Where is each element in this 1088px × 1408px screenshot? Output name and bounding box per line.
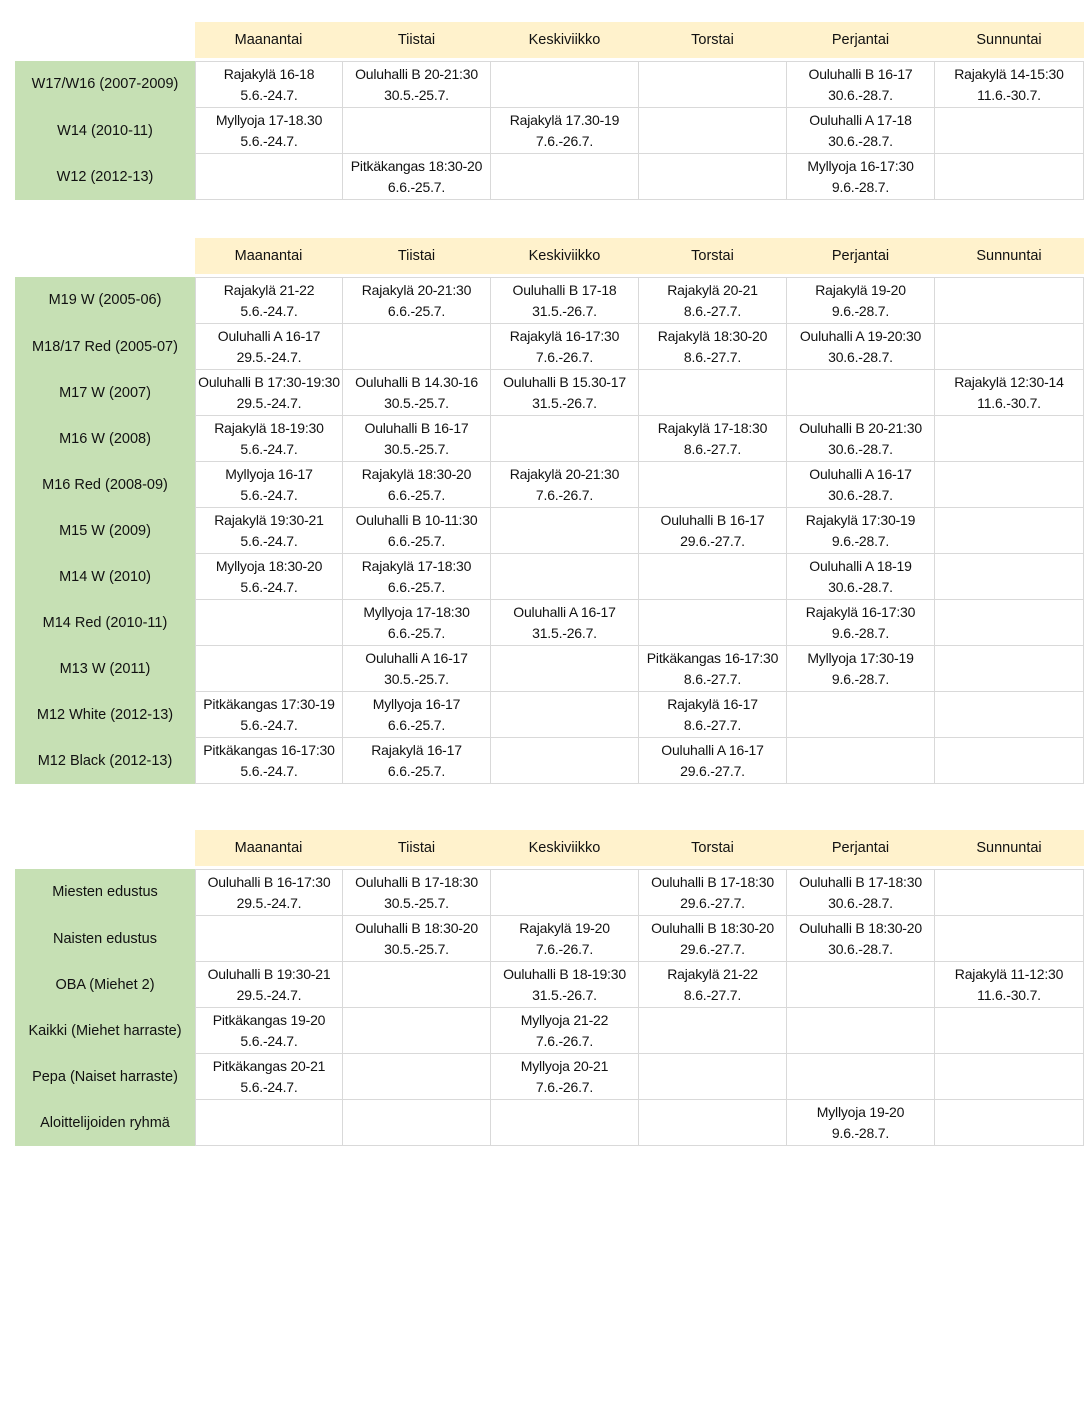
- session-cell-torstai: Rajakylä 16-17 8.6.-27.7.: [639, 692, 787, 738]
- session-cell-sunnuntai: [935, 1054, 1084, 1100]
- session-cell-sunnuntai: [935, 154, 1084, 200]
- schedule-row: [15, 108, 1084, 154]
- session-cell-keskiviikko: [491, 738, 639, 784]
- session-cell-sunnuntai: [935, 554, 1084, 600]
- session-cell-sunnuntai: Rajakylä 12:30-14 11.6.-30.7.: [935, 370, 1084, 416]
- session-cell-sunnuntai: [935, 869, 1084, 916]
- session-cell-tiistai: Ouluhalli A 16-17 30.5.-25.7.: [343, 646, 491, 692]
- session-cell-tiistai: Ouluhalli B 10-11:30 6.6.-25.7.: [343, 508, 491, 554]
- session-cell-maanantai: Pitkäkangas 20-21 5.6.-24.7.: [195, 1054, 343, 1100]
- session-cell-keskiviikko: [491, 508, 639, 554]
- day-header-torstai: Torstai: [639, 238, 787, 274]
- schedule-row: [15, 600, 1084, 646]
- session-cell-sunnuntai: [935, 108, 1084, 154]
- day-header-perjantai: Perjantai: [787, 238, 935, 274]
- session-cell-sunnuntai: [935, 416, 1084, 462]
- session-cell-torstai: [639, 462, 787, 508]
- session-cell-sunnuntai: [935, 600, 1084, 646]
- schedule-row: [15, 1008, 1084, 1054]
- session-cell-perjantai: Rajakylä 16-17:30 9.6.-28.7.: [787, 600, 935, 646]
- team-name: M12 Black (2012-13): [15, 738, 195, 784]
- session-cell-keskiviikko: [491, 416, 639, 462]
- session-cell-sunnuntai: [935, 916, 1084, 962]
- session-cell-maanantai: Rajakylä 18-19:30 5.6.-24.7.: [195, 416, 343, 462]
- team-name: M15 W (2009): [15, 508, 195, 554]
- session-cell-perjantai: [787, 692, 935, 738]
- team-name: M14 W (2010): [15, 554, 195, 600]
- session-cell-perjantai: [787, 1054, 935, 1100]
- session-cell-maanantai: Ouluhalli B 16-17:30 29.5.-24.7.: [195, 869, 343, 916]
- day-header-sunnuntai: Sunnuntai: [935, 22, 1084, 58]
- session-cell-keskiviikko: [491, 154, 639, 200]
- session-cell-sunnuntai: [935, 692, 1084, 738]
- session-cell-torstai: Ouluhalli B 16-17 29.6.-27.7.: [639, 508, 787, 554]
- schedule-row: [15, 462, 1084, 508]
- session-cell-perjantai: Myllyoja 17:30-19 9.6.-28.7.: [787, 646, 935, 692]
- session-cell-torstai: [639, 600, 787, 646]
- session-cell-perjantai: Ouluhalli A 16-17 30.6.-28.7.: [787, 462, 935, 508]
- header-corner: [15, 238, 195, 274]
- schedule-table-adults: [15, 830, 1084, 1146]
- session-cell-perjantai: [787, 962, 935, 1008]
- session-cell-sunnuntai: [935, 738, 1084, 784]
- day-header-maanantai: Maanantai: [195, 830, 343, 866]
- session-cell-torstai: Rajakylä 21-22 8.6.-27.7.: [639, 962, 787, 1008]
- session-cell-tiistai: [343, 1054, 491, 1100]
- session-cell-sunnuntai: [935, 508, 1084, 554]
- day-header-perjantai: Perjantai: [787, 830, 935, 866]
- session-cell-sunnuntai: Rajakylä 11-12:30 11.6.-30.7.: [935, 962, 1084, 1008]
- session-cell-perjantai: Ouluhalli B 20-21:30 30.6.-28.7.: [787, 416, 935, 462]
- session-cell-keskiviikko: Ouluhalli B 18-19:30 31.5.-26.7.: [491, 962, 639, 1008]
- session-cell-maanantai: [195, 1100, 343, 1146]
- schedule-row: [15, 508, 1084, 554]
- session-cell-tiistai: Myllyoja 17-18:30 6.6.-25.7.: [343, 600, 491, 646]
- day-header-sunnuntai: Sunnuntai: [935, 238, 1084, 274]
- session-cell-sunnuntai: [935, 462, 1084, 508]
- session-cell-torstai: [639, 370, 787, 416]
- schedule-row: [15, 1054, 1084, 1100]
- schedule-table-girls: [15, 22, 1084, 200]
- session-cell-tiistai: [343, 1100, 491, 1146]
- session-cell-torstai: Ouluhalli A 16-17 29.6.-27.7.: [639, 738, 787, 784]
- session-cell-keskiviikko: [491, 646, 639, 692]
- session-cell-keskiviikko: Ouluhalli B 15.30-17 31.5.-26.7.: [491, 370, 639, 416]
- session-cell-tiistai: Ouluhalli B 16-17 30.5.-25.7.: [343, 416, 491, 462]
- session-cell-perjantai: [787, 1008, 935, 1054]
- session-cell-maanantai: [195, 916, 343, 962]
- team-name: Naisten edustus: [15, 916, 195, 962]
- schedule-row: [15, 277, 1084, 324]
- session-cell-tiistai: Myllyoja 16-17 6.6.-25.7.: [343, 692, 491, 738]
- session-cell-maanantai: Rajakylä 16-18 5.6.-24.7.: [195, 61, 343, 108]
- session-cell-perjantai: Ouluhalli B 16-17 30.6.-28.7.: [787, 61, 935, 108]
- session-cell-torstai: Pitkäkangas 16-17:30 8.6.-27.7.: [639, 646, 787, 692]
- session-cell-perjantai: Ouluhalli A 18-19 30.6.-28.7.: [787, 554, 935, 600]
- session-cell-tiistai: Ouluhalli B 20-21:30 30.5.-25.7.: [343, 61, 491, 108]
- team-name: M17 W (2007): [15, 370, 195, 416]
- day-header-maanantai: Maanantai: [195, 238, 343, 274]
- day-header-tiistai: Tiistai: [343, 22, 491, 58]
- session-cell-tiistai: Rajakylä 16-17 6.6.-25.7.: [343, 738, 491, 784]
- session-cell-keskiviikko: Rajakylä 16-17:30 7.6.-26.7.: [491, 324, 639, 370]
- session-cell-torstai: Ouluhalli B 18:30-20 29.6.-27.7.: [639, 916, 787, 962]
- header-corner: [15, 22, 195, 58]
- session-cell-tiistai: Rajakylä 20-21:30 6.6.-25.7.: [343, 277, 491, 324]
- session-cell-torstai: Ouluhalli B 17-18:30 29.6.-27.7.: [639, 869, 787, 916]
- session-cell-perjantai: Rajakylä 19-20 9.6.-28.7.: [787, 277, 935, 324]
- session-cell-tiistai: [343, 324, 491, 370]
- schedule-row: [15, 61, 1084, 108]
- session-cell-maanantai: Ouluhalli B 19:30-21 29.5.-24.7.: [195, 962, 343, 1008]
- team-name: Aloittelijoiden ryhmä: [15, 1100, 195, 1146]
- schedule-row: [15, 154, 1084, 200]
- team-name: OBA (Miehet 2): [15, 962, 195, 1008]
- session-cell-perjantai: Myllyoja 16-17:30 9.6.-28.7.: [787, 154, 935, 200]
- session-cell-tiistai: Ouluhalli B 18:30-20 30.5.-25.7.: [343, 916, 491, 962]
- session-cell-maanantai: Rajakylä 21-22 5.6.-24.7.: [195, 277, 343, 324]
- session-cell-maanantai: Ouluhalli A 16-17 29.5.-24.7.: [195, 324, 343, 370]
- team-name: W17/W16 (2007-2009): [15, 61, 195, 108]
- session-cell-tiistai: [343, 1008, 491, 1054]
- session-cell-maanantai: [195, 600, 343, 646]
- session-cell-keskiviikko: Ouluhalli A 16-17 31.5.-26.7.: [491, 600, 639, 646]
- day-header-keskiviikko: Keskiviikko: [491, 830, 639, 866]
- session-cell-tiistai: Pitkäkangas 18:30-20 6.6.-25.7.: [343, 154, 491, 200]
- session-cell-perjantai: Ouluhalli B 17-18:30 30.6.-28.7.: [787, 869, 935, 916]
- day-header-perjantai: Perjantai: [787, 22, 935, 58]
- schedule-row: [15, 416, 1084, 462]
- schedule-row: [15, 324, 1084, 370]
- session-cell-maanantai: Pitkäkangas 19-20 5.6.-24.7.: [195, 1008, 343, 1054]
- session-cell-keskiviikko: [491, 692, 639, 738]
- team-name: W12 (2012-13): [15, 154, 195, 200]
- day-header-maanantai: Maanantai: [195, 22, 343, 58]
- schedule-row: [15, 554, 1084, 600]
- team-name: M12 White (2012-13): [15, 692, 195, 738]
- session-cell-keskiviikko: Ouluhalli B 17-18 31.5.-26.7.: [491, 277, 639, 324]
- session-cell-tiistai: Rajakylä 17-18:30 6.6.-25.7.: [343, 554, 491, 600]
- day-header-torstai: Torstai: [639, 22, 787, 58]
- team-name: M14 Red (2010-11): [15, 600, 195, 646]
- schedule-row: [15, 916, 1084, 962]
- schedule-table-boys: [15, 238, 1084, 784]
- schedule-row: [15, 738, 1084, 784]
- session-cell-maanantai: [195, 646, 343, 692]
- session-cell-maanantai: Pitkäkangas 16-17:30 5.6.-24.7.: [195, 738, 343, 784]
- day-header-sunnuntai: Sunnuntai: [935, 830, 1084, 866]
- session-cell-keskiviikko: [491, 1100, 639, 1146]
- session-cell-perjantai: Ouluhalli B 18:30-20 30.6.-28.7.: [787, 916, 935, 962]
- session-cell-torstai: [639, 554, 787, 600]
- session-cell-torstai: Rajakylä 18:30-20 8.6.-27.7.: [639, 324, 787, 370]
- team-name: M19 W (2005-06): [15, 277, 195, 324]
- session-cell-keskiviikko: Myllyoja 21-22 7.6.-26.7.: [491, 1008, 639, 1054]
- schedule-row: [15, 1100, 1084, 1146]
- schedule-row: [15, 370, 1084, 416]
- session-cell-keskiviikko: Myllyoja 20-21 7.6.-26.7.: [491, 1054, 639, 1100]
- session-cell-perjantai: Ouluhalli A 19-20:30 30.6.-28.7.: [787, 324, 935, 370]
- session-cell-perjantai: Myllyoja 19-20 9.6.-28.7.: [787, 1100, 935, 1146]
- team-name: Kaikki (Miehet harraste): [15, 1008, 195, 1054]
- day-header-keskiviikko: Keskiviikko: [491, 238, 639, 274]
- session-cell-tiistai: Ouluhalli B 14.30-16 30.5.-25.7.: [343, 370, 491, 416]
- session-cell-tiistai: [343, 108, 491, 154]
- session-cell-torstai: [639, 108, 787, 154]
- session-cell-perjantai: [787, 370, 935, 416]
- session-cell-tiistai: Rajakylä 18:30-20 6.6.-25.7.: [343, 462, 491, 508]
- session-cell-perjantai: Ouluhalli A 17-18 30.6.-28.7.: [787, 108, 935, 154]
- session-cell-torstai: Rajakylä 17-18:30 8.6.-27.7.: [639, 416, 787, 462]
- schedule-row: [15, 962, 1084, 1008]
- session-cell-maanantai: Pitkäkangas 17:30-19 5.6.-24.7.: [195, 692, 343, 738]
- session-cell-tiistai: Ouluhalli B 17-18:30 30.5.-25.7.: [343, 869, 491, 916]
- team-name: M13 W (2011): [15, 646, 195, 692]
- session-cell-maanantai: Ouluhalli B 17:30-19:30 29.5.-24.7.: [195, 370, 343, 416]
- team-name: M18/17 Red (2005-07): [15, 324, 195, 370]
- session-cell-sunnuntai: [935, 1100, 1084, 1146]
- session-cell-sunnuntai: Rajakylä 14-15:30 11.6.-30.7.: [935, 61, 1084, 108]
- header-corner: [15, 830, 195, 866]
- schedule-row: [15, 646, 1084, 692]
- team-name: W14 (2010-11): [15, 108, 195, 154]
- session-cell-keskiviikko: [491, 869, 639, 916]
- session-cell-maanantai: Myllyoja 17-18.30 5.6.-24.7.: [195, 108, 343, 154]
- session-cell-maanantai: [195, 154, 343, 200]
- day-header-torstai: Torstai: [639, 830, 787, 866]
- day-header-tiistai: Tiistai: [343, 830, 491, 866]
- session-cell-sunnuntai: [935, 1008, 1084, 1054]
- session-cell-keskiviikko: [491, 554, 639, 600]
- team-name: Miesten edustus: [15, 869, 195, 916]
- session-cell-sunnuntai: [935, 277, 1084, 324]
- team-name: Pepa (Naiset harraste): [15, 1054, 195, 1100]
- session-cell-perjantai: Rajakylä 17:30-19 9.6.-28.7.: [787, 508, 935, 554]
- day-header-keskiviikko: Keskiviikko: [491, 22, 639, 58]
- session-cell-maanantai: Myllyoja 16-17 5.6.-24.7.: [195, 462, 343, 508]
- session-cell-keskiviikko: Rajakylä 17.30-19 7.6.-26.7.: [491, 108, 639, 154]
- session-cell-keskiviikko: Rajakylä 19-20 7.6.-26.7.: [491, 916, 639, 962]
- session-cell-torstai: [639, 1054, 787, 1100]
- schedule-row: [15, 692, 1084, 738]
- schedule-row: [15, 869, 1084, 916]
- session-cell-torstai: [639, 61, 787, 108]
- session-cell-maanantai: Myllyoja 18:30-20 5.6.-24.7.: [195, 554, 343, 600]
- session-cell-keskiviikko: Rajakylä 20-21:30 7.6.-26.7.: [491, 462, 639, 508]
- session-cell-torstai: [639, 154, 787, 200]
- team-name: M16 Red (2008-09): [15, 462, 195, 508]
- session-cell-maanantai: Rajakylä 19:30-21 5.6.-24.7.: [195, 508, 343, 554]
- session-cell-perjantai: [787, 738, 935, 784]
- session-cell-sunnuntai: [935, 324, 1084, 370]
- session-cell-tiistai: [343, 962, 491, 1008]
- session-cell-sunnuntai: [935, 646, 1084, 692]
- session-cell-torstai: [639, 1008, 787, 1054]
- day-header-tiistai: Tiistai: [343, 238, 491, 274]
- session-cell-torstai: [639, 1100, 787, 1146]
- team-name: M16 W (2008): [15, 416, 195, 462]
- session-cell-torstai: Rajakylä 20-21 8.6.-27.7.: [639, 277, 787, 324]
- session-cell-keskiviikko: [491, 61, 639, 108]
